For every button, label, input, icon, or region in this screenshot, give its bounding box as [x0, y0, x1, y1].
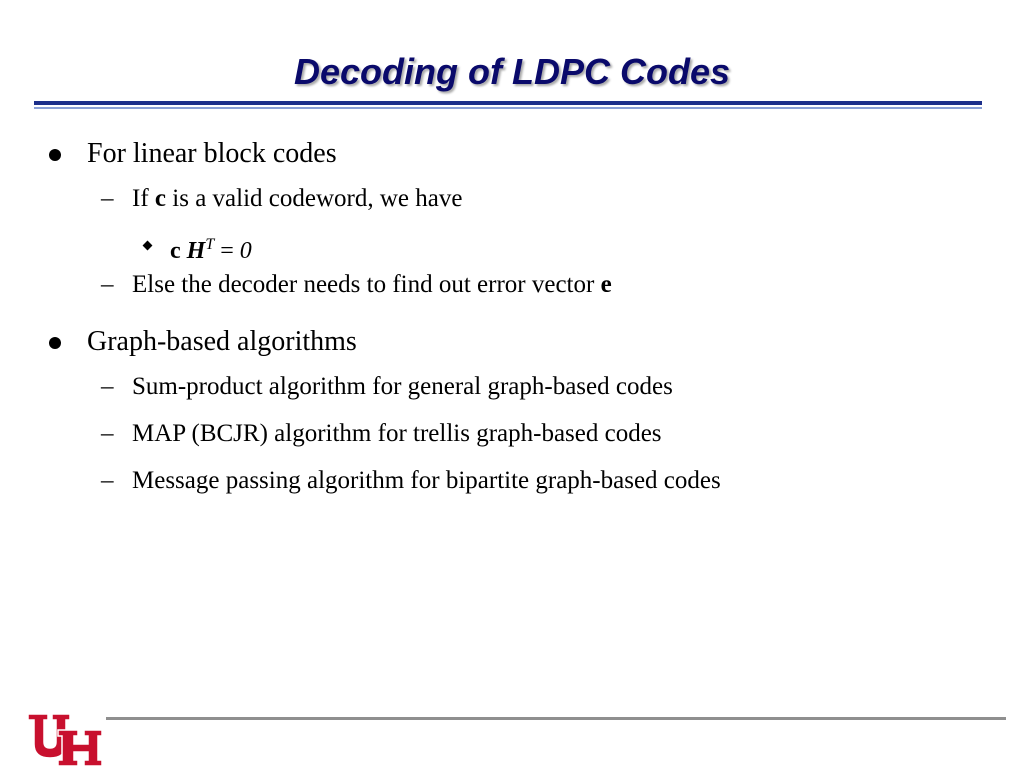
dash-icon: –: [101, 373, 114, 400]
sub-bullet-text: MAP (BCJR) algorithm for trellis graph-based codes: [132, 420, 662, 447]
sub-bullet-text: Else the decoder needs to find out error vector: [132, 271, 601, 298]
codeword-symbol: c: [154, 185, 167, 212]
bullet-dot-icon: [49, 149, 61, 161]
sub-bullet-item: [101, 466, 721, 496]
sub-bullet-text: is a valid codeword, we have: [166, 185, 463, 212]
sub-bullet-text: If: [132, 185, 155, 212]
bullet-item: [87, 326, 357, 358]
sub-bullet-item: [101, 184, 463, 214]
sub-bullet-text: Sum-product algorithm for general graph-based codes: [132, 373, 673, 400]
dash-icon: –: [101, 467, 114, 494]
error-vector-symbol: e: [600, 271, 612, 298]
sub-bullet-item: [101, 270, 612, 300]
diamond-bullet-icon: [143, 241, 153, 251]
eq-transpose: T: [205, 236, 215, 253]
dash-icon: –: [101, 420, 114, 447]
dash-icon: –: [101, 185, 114, 212]
bullet-text: Graph-based algorithms: [87, 326, 357, 357]
eq-equals: =: [214, 238, 240, 264]
eq-h: H: [186, 238, 206, 264]
sub-bullet-item: [101, 419, 662, 449]
sub-bullet-text: Message passing algorithm for bipartite graph-based codes: [132, 467, 721, 494]
eq-c: c: [170, 238, 181, 264]
footer-divider: [106, 717, 1006, 720]
bullet-item: [87, 138, 337, 170]
slide-title: Decoding of LDPC Codes: [293, 51, 730, 92]
eq-zero: 0: [239, 238, 252, 264]
equation-item: [170, 230, 252, 266]
sub-bullet-item: [101, 372, 673, 402]
uh-logo-icon: [24, 712, 104, 768]
bullet-text: For linear block codes: [87, 138, 337, 169]
dash-icon: –: [101, 271, 114, 298]
bullet-dot-icon: [49, 337, 61, 349]
